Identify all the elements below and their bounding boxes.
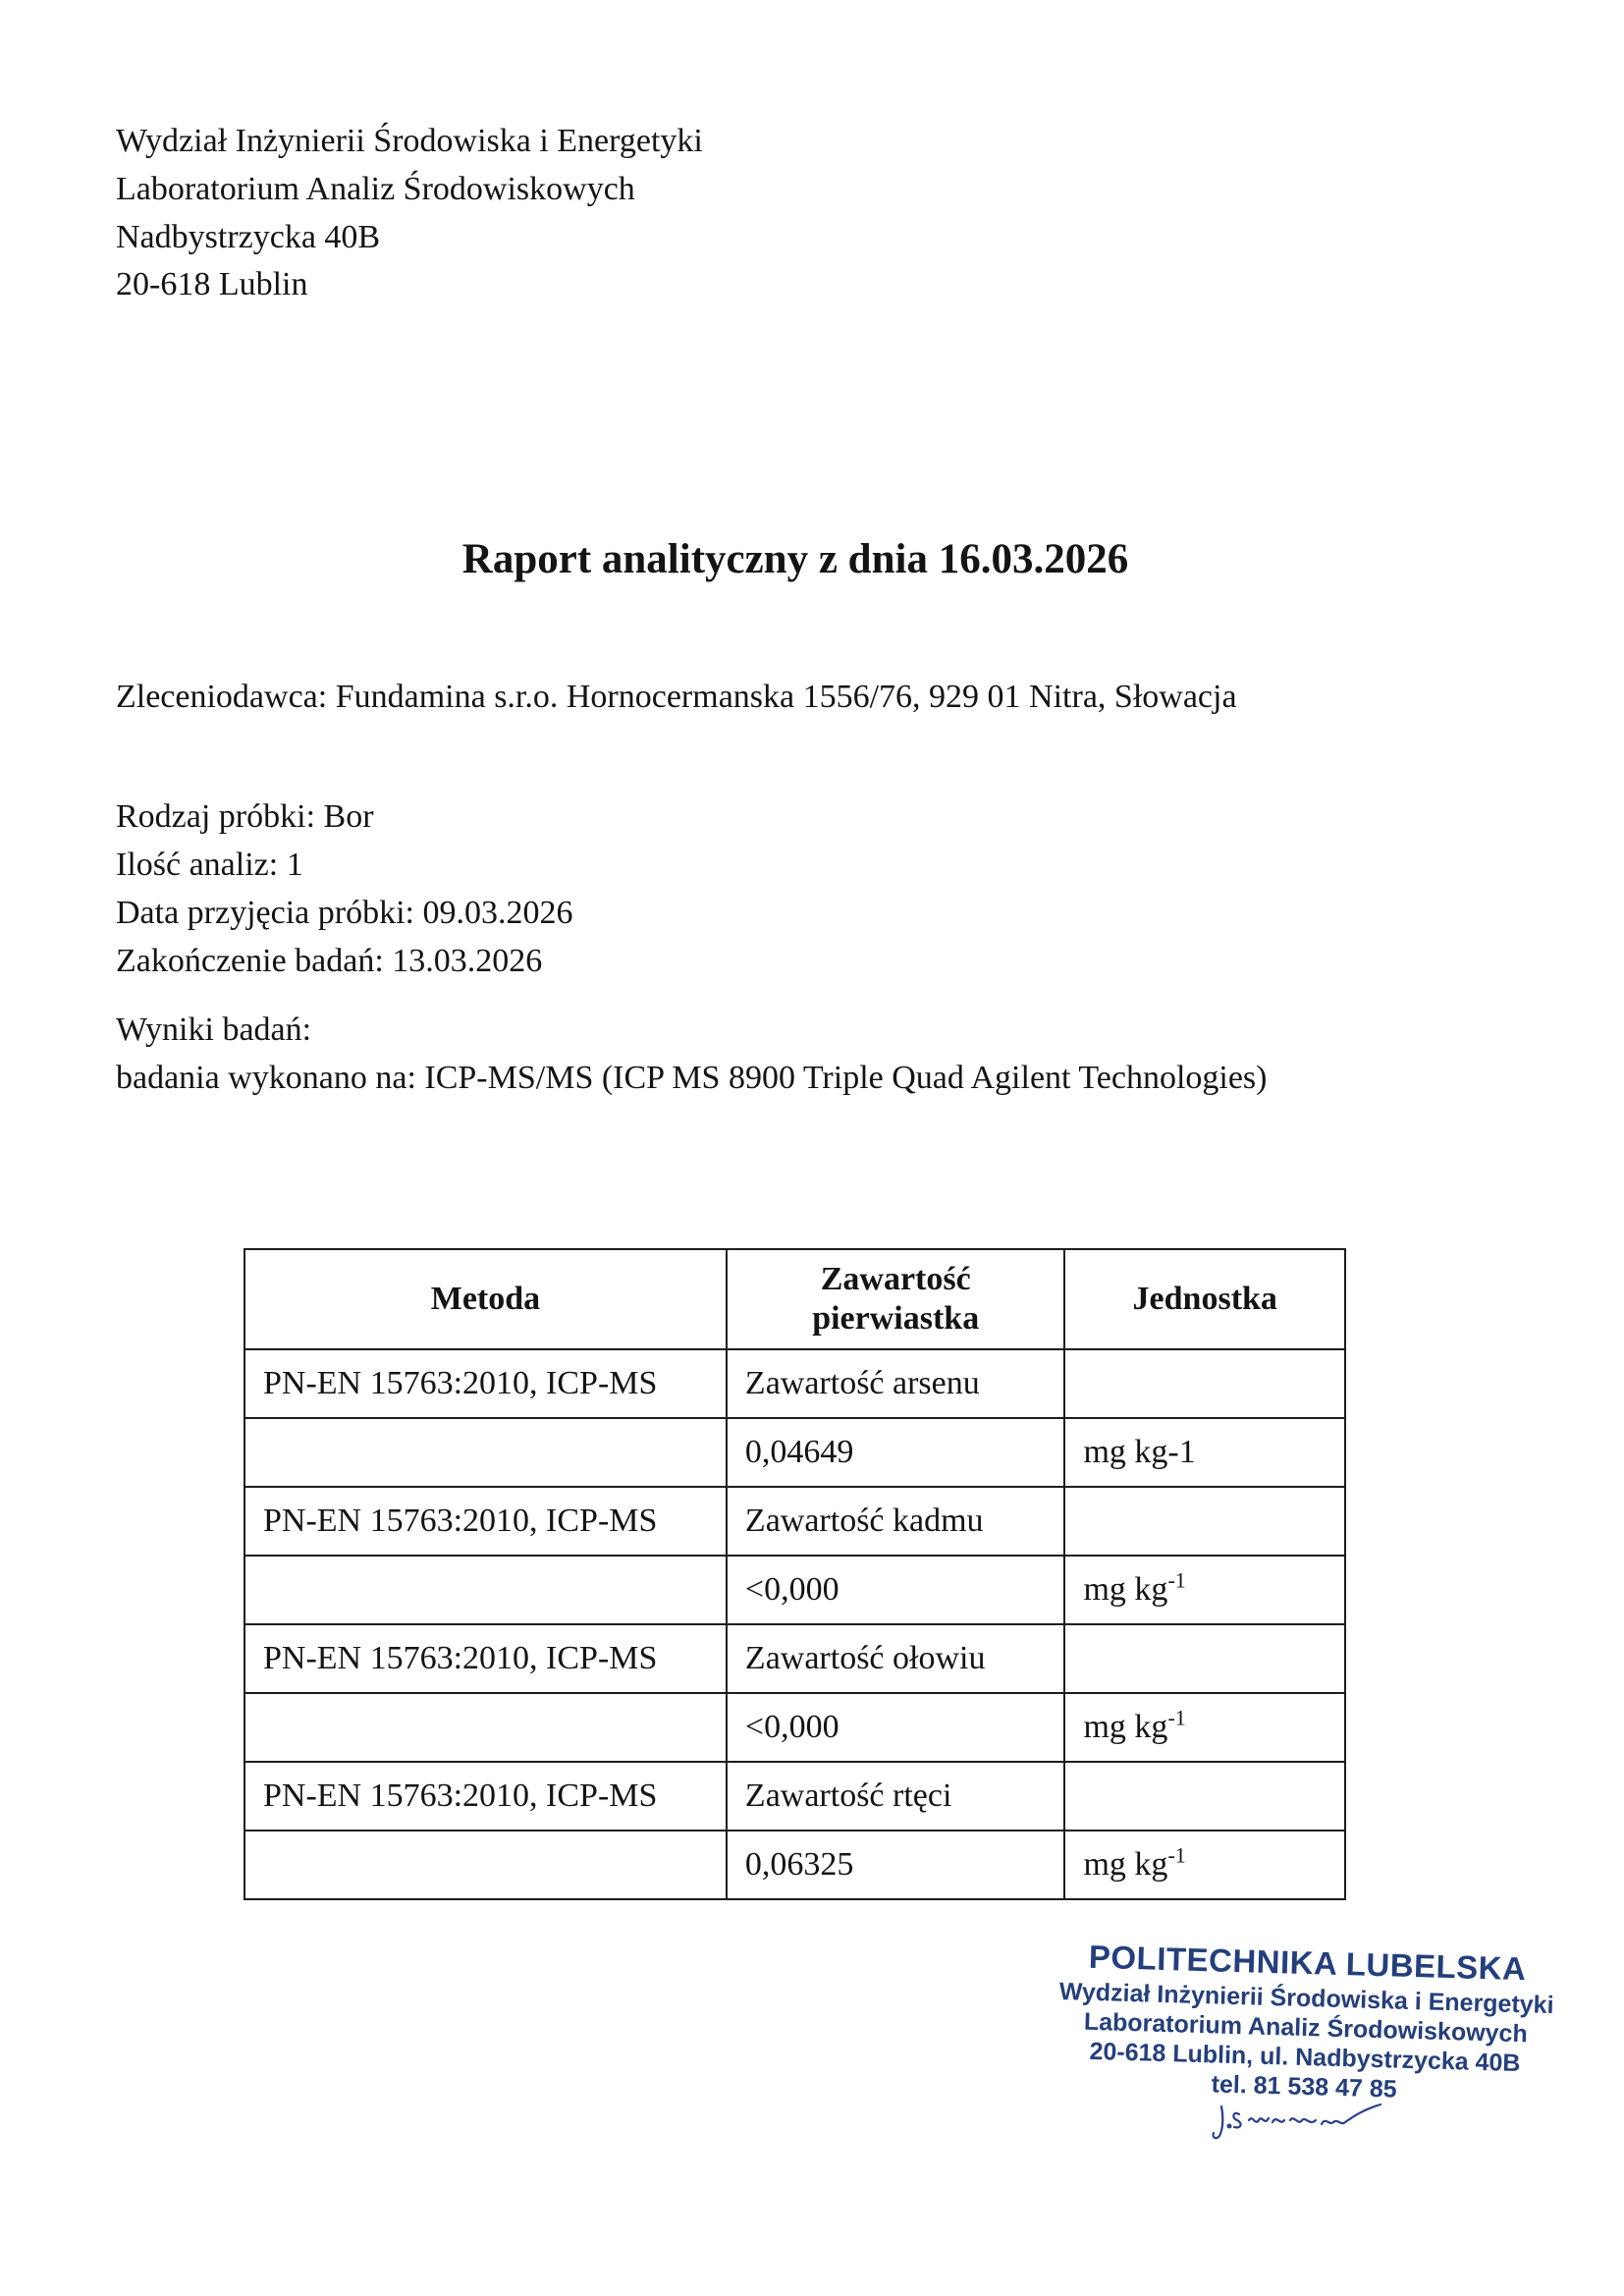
unit-cell (1064, 1693, 1345, 1762)
stamp-address: 20-618 Lublin, ul. Nadbystrzycka 40B (1089, 2037, 1521, 2078)
unit-cell (1064, 1762, 1345, 1831)
value-cell: <0,000 (727, 1556, 1065, 1624)
method-cell (244, 1556, 727, 1624)
column-header-content-line2: pierwiastka (812, 1300, 980, 1337)
table-row (244, 1556, 1345, 1624)
unit-cell (1064, 1831, 1345, 1899)
header-line-street: Nadbystrzycka 40B (116, 219, 381, 255)
table-row (244, 1624, 1345, 1693)
unit-cell (1064, 1624, 1345, 1693)
unit-exponent: -1 (1167, 1842, 1186, 1868)
value-cell: 0,04649 (727, 1418, 1065, 1487)
unit-text: mg kg (1083, 1571, 1168, 1608)
unit-cell (1064, 1487, 1345, 1556)
table-row (244, 1487, 1345, 1556)
method-cell (244, 1831, 727, 1899)
header-line-faculty: Wydział Inżynierii Środowiska i Energetyki (116, 123, 703, 159)
method-cell (244, 1693, 727, 1762)
stamp-university: POLITECHNIKA LUBELSKA (1088, 1938, 1527, 1988)
value-cell: 0,06325 (727, 1831, 1065, 1899)
analysis-count: Ilość analiz: 1 (116, 847, 303, 883)
content-cell: Zawartość kadmu (727, 1487, 1065, 1556)
table-header-row (244, 1249, 1345, 1349)
signature-graphic (1208, 2097, 1404, 2146)
method-cell: PN-EN 15763:2010, ICP-MS (244, 1487, 727, 1556)
completion-date: Zakończenie badań: 13.03.2026 (116, 943, 543, 979)
unit-cell (1064, 1556, 1345, 1624)
unit-cell (1064, 1349, 1345, 1418)
received-date: Data przyjęcia próbki: 09.03.2026 (116, 895, 573, 931)
column-header-unit: Jednostka (1064, 1249, 1345, 1349)
content-cell: Zawartość arsenu (727, 1349, 1065, 1418)
unit-cell (1064, 1418, 1345, 1487)
stamp-faculty: Wydział Inżynierii Środowiska i Energetyki (1058, 1977, 1554, 2020)
laboratory-stamp (1049, 1936, 1563, 2108)
column-header-content (727, 1249, 1065, 1349)
sample-type: Rodzaj próbki: Bor (116, 798, 374, 835)
results-heading: Wyniki badań: (116, 1011, 312, 1048)
column-header-content-line1: Zawartość (820, 1261, 971, 1297)
method-cell: PN-EN 15763:2010, ICP-MS (244, 1762, 727, 1831)
column-header-method: Metoda (244, 1249, 727, 1349)
table-row (244, 1762, 1345, 1831)
report-title: Raport analityczny z dnia 16.03.2026 (461, 536, 1129, 582)
unit-text: mg kg (1083, 1709, 1168, 1745)
stamp-phone: tel. 81 538 47 85 (1211, 2070, 1398, 2104)
unit-text: mg kg-1 (1083, 1434, 1196, 1470)
method-cell: PN-EN 15763:2010, ICP-MS (244, 1624, 727, 1693)
table-row (244, 1831, 1345, 1899)
content-cell: Zawartość ołowiu (727, 1624, 1065, 1693)
method-cell (244, 1418, 727, 1487)
instrument-line: badania wykonano na: ICP-MS/MS (ICP MS 8900 Triple Quad Agilent Technologies) (116, 1060, 1268, 1096)
header-line-laboratory: Laboratorium Analiz Środowiskowych (116, 171, 635, 207)
unit-exponent: -1 (1167, 1705, 1186, 1730)
client-line: Zleceniodawca: Fundamina s.r.o. Hornocermanska 1556/76, 929 01 Nitra, Słowacja (116, 679, 1237, 715)
method-cell: PN-EN 15763:2010, ICP-MS (244, 1349, 727, 1418)
unit-text: mg kg (1083, 1846, 1168, 1883)
value-cell: <0,000 (727, 1693, 1065, 1762)
stamp-laboratory: Laboratorium Analiz Środowiskowych (1083, 2007, 1529, 2049)
table-row (244, 1418, 1345, 1487)
unit-exponent: -1 (1167, 1567, 1186, 1593)
table-row (244, 1349, 1345, 1418)
table-row (244, 1693, 1345, 1762)
content-cell: Zawartość rtęci (727, 1762, 1065, 1831)
header-line-city: 20-618 Lublin (116, 266, 308, 302)
results-table (244, 1248, 1346, 1900)
